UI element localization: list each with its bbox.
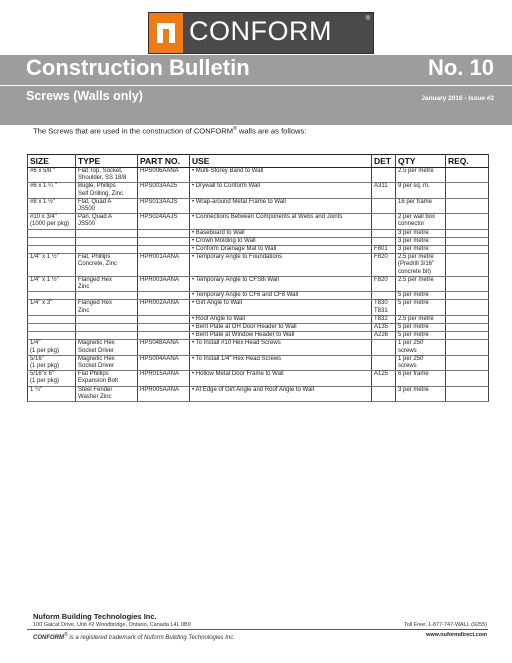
cell-use: • Girt Angle to Wall (190, 300, 372, 315)
cell-det (372, 355, 396, 370)
table-row (28, 332, 489, 340)
conform-mark-icon (149, 13, 183, 53)
cell-req (446, 246, 489, 254)
issue-date: January 2016 - Issue #2 (421, 95, 494, 102)
table-row (28, 340, 489, 355)
table-row (28, 292, 489, 300)
cell-req (446, 332, 489, 340)
table-row (28, 254, 489, 277)
column-header-req: REQ. (446, 155, 489, 168)
cell-use: • Bent Plate at Window Header to Wall (190, 332, 372, 340)
cell-type (76, 237, 138, 245)
cell-use: • Baseboard to Wall (190, 229, 372, 237)
cell-type: Magnetic Hex Socket Driver (76, 340, 138, 355)
cell-use: • Bent Plate at OH Door Header to Wall (190, 324, 372, 332)
cell-use: • Temporary Angle to Foundations (190, 254, 372, 277)
bulletin-title: Construction Bulletin (26, 55, 250, 80)
cell-size: 5/16"x 6" (1 per pkg) (28, 371, 76, 386)
cell-req (446, 300, 489, 315)
cell-type: Flat, Quad A JS500 (76, 198, 138, 213)
cell-size (28, 324, 76, 332)
cell-size: #6 x 5/8 " (28, 168, 76, 183)
cell-type: Flat Phillips Expansion Bolt (76, 371, 138, 386)
footer-trademark (33, 632, 235, 641)
cell-size: #10 x 3/4" (1000 per pkg) (28, 214, 76, 229)
cell-req (446, 315, 489, 323)
cell-size (28, 332, 76, 340)
screws-table (27, 154, 489, 402)
cell-det: A311 (372, 183, 396, 198)
banner-divider (0, 85, 512, 86)
logo-area (0, 12, 512, 54)
table-row (28, 355, 489, 370)
cell-part-no (138, 237, 190, 245)
cell-part-no (138, 315, 190, 323)
intro-after: walls are as follows: (236, 126, 307, 136)
cell-type (76, 315, 138, 323)
cell-size: 1/4" x 1 ½" (28, 254, 76, 277)
cell-det (372, 340, 396, 355)
cell-size (28, 237, 76, 245)
cell-size: 1/4" x 3" (28, 300, 76, 315)
cell-det: A226 (372, 332, 396, 340)
cell-part-no: HPS004AANA (138, 355, 190, 370)
cell-qty: 2.5 per metre (396, 168, 446, 183)
footer-address: 100 Galcat Drive, Unit #2 Woodbridge, Ontario, Canada L4L 0B9 (33, 622, 191, 628)
cell-det (372, 168, 396, 183)
cell-det (372, 198, 396, 213)
cell-type: Flat, Phillips Concrete, Zinc (76, 254, 138, 277)
cell-qty: 6 per frame (396, 371, 446, 386)
cell-type (76, 332, 138, 340)
cell-qty: 16 per frame (396, 198, 446, 213)
cell-det: F820 (372, 254, 396, 277)
cell-use: • At Edge of Girt Angle and Roof Angle to Wall (190, 386, 372, 401)
cell-type (76, 324, 138, 332)
cell-use: • Drywall to Conform Wall (190, 183, 372, 198)
column-header-size: SIZE (28, 155, 76, 168)
cell-det (372, 292, 396, 300)
cell-part-no: HPR003AANA (138, 276, 190, 291)
cell-det (372, 237, 396, 245)
cell-part-no: HPS048AANA (138, 340, 190, 355)
cell-size (28, 315, 76, 323)
footer-divider (27, 629, 488, 630)
cell-det: T832 (372, 315, 396, 323)
cell-use: • Temporary Angle to CF6 and CF8 Wall (190, 292, 372, 300)
column-header-use: USE (190, 155, 372, 168)
cell-det: F820 (372, 276, 396, 291)
cell-req (446, 168, 489, 183)
cell-req (446, 254, 489, 277)
cell-req (446, 355, 489, 370)
table-row (28, 237, 489, 245)
cell-type: Flanged Hex Zinc (76, 276, 138, 291)
cell-type (76, 229, 138, 237)
bulletin-subtitle: Screws (Walls only) (26, 89, 143, 103)
cell-type: Pan, Quad A JS500 (76, 214, 138, 229)
cell-type (76, 292, 138, 300)
column-header-det: DET (372, 155, 396, 168)
cell-use: • Connections Between Components at Webs and Joints (190, 214, 372, 229)
table-row (28, 315, 489, 323)
cell-part-no (138, 229, 190, 237)
cell-type: Magnetic Hex Socket Driver (76, 355, 138, 370)
cell-size: 1/4" x 1 ½" (28, 276, 76, 291)
table-header-row (28, 155, 489, 168)
table-row (28, 229, 489, 237)
cell-det (372, 229, 396, 237)
cell-req (446, 324, 489, 332)
cell-part-no (138, 324, 190, 332)
table-row (28, 168, 489, 183)
cell-size: #8 x 1 ½" (28, 198, 76, 213)
cell-part-no (138, 332, 190, 340)
cell-req (446, 276, 489, 291)
cell-qty: 5 per metre (396, 300, 446, 315)
table-row (28, 371, 489, 386)
cell-use: • To Install 1/4" Hex Head Screws (190, 355, 372, 370)
cell-part-no: HPS024AAJS (138, 214, 190, 229)
cell-det: A135 (372, 324, 396, 332)
cell-type: Flanged Hex Zinc (76, 300, 138, 315)
cell-req (446, 386, 489, 401)
logo-registered-mark: ® (365, 16, 370, 22)
column-header-type: TYPE (76, 155, 138, 168)
cell-size (28, 292, 76, 300)
table-row (28, 386, 489, 401)
cell-part-no: HPR015AANA (138, 371, 190, 386)
cell-req (446, 198, 489, 213)
cell-qty: 3 per metre (396, 246, 446, 254)
cell-qty: 3 per metre (396, 237, 446, 245)
cell-qty: 9 per sq. m. (396, 183, 446, 198)
conform-logo (148, 12, 374, 54)
cell-qty: 3 per metre (396, 386, 446, 401)
cell-size: #6 x 1 ¼ " (28, 183, 76, 198)
cell-size: 1 ¼" (28, 386, 76, 401)
cell-req (446, 237, 489, 245)
cell-part-no: HPR002AANA (138, 300, 190, 315)
cell-part-no: HPR001AANA (138, 254, 190, 277)
table-row (28, 183, 489, 198)
column-header-qty: QTY (396, 155, 446, 168)
cell-part-no: HPR005AANA (138, 386, 190, 401)
bulletin-number: No. 10 (427, 55, 494, 80)
cell-qty: 5 per metre (396, 292, 446, 300)
table-row (28, 198, 489, 213)
table-row (28, 214, 489, 229)
cell-type: Flat Top, Socket, Shoulder, SS 18/8 (76, 168, 138, 183)
footer-trademark-brand: CONFORM (33, 635, 64, 641)
cell-part-no (138, 292, 190, 300)
cell-part-no: HPS013AAJS (138, 198, 190, 213)
cell-size: 1/4" (1 per pkg) (28, 340, 76, 355)
cell-size: 5/16" (1 per pkg) (28, 355, 76, 370)
cell-qty: 3 per metre (396, 229, 446, 237)
cell-use: • To Install #10 Hex Head Screws (190, 340, 372, 355)
cell-det: T830 T831 (372, 300, 396, 315)
table-row (28, 246, 489, 254)
logo-text: CONFORM (189, 16, 332, 46)
cell-req (446, 292, 489, 300)
cell-qty: 1 per 250 screws (396, 355, 446, 370)
cell-use: • Crown Molding to Wall (190, 237, 372, 245)
intro-text (33, 126, 306, 136)
cell-req (446, 214, 489, 229)
cell-req (446, 229, 489, 237)
cell-qty: 1 per 250 screws (396, 340, 446, 355)
cell-use: • Conform Drainage Mat to Wall (190, 246, 372, 254)
footer-trademark-reg: ® (64, 632, 68, 638)
intro-before: The Screws that are used in the construction of CONFORM (33, 126, 234, 136)
footer-trademark-text: is a registered trademark of Nuform Building Technologies Inc. (67, 635, 235, 641)
cell-use: • Roof Angle to Wall (190, 315, 372, 323)
cell-type: Steel Fender Washer Zinc (76, 386, 138, 401)
cell-req (446, 340, 489, 355)
table-row (28, 276, 489, 291)
cell-size (28, 229, 76, 237)
cell-qty: 5 per metre (396, 324, 446, 332)
cell-part-no (138, 246, 190, 254)
table-row (28, 324, 489, 332)
cell-type (76, 246, 138, 254)
cell-det (372, 386, 396, 401)
cell-use: • Wrap-around Metal Frame to Wall (190, 198, 372, 213)
footer-company: Nuform Building Technologies Inc. (33, 612, 157, 621)
cell-part-no: HPS003AA25 (138, 183, 190, 198)
cell-part-no: HPS006AANA (138, 168, 190, 183)
cell-qty: 2.5 per metre (396, 315, 446, 323)
cell-use: • Multi-Storey Band to Wall (190, 168, 372, 183)
cell-det: F801 (372, 246, 396, 254)
cell-size (28, 246, 76, 254)
cell-qty: 5 per metre (396, 332, 446, 340)
footer-website-link[interactable]: www.nuformdirect.com (426, 632, 487, 638)
cell-det (372, 214, 396, 229)
cell-det: A125 (372, 371, 396, 386)
cell-qty: 2.5 per metre (396, 276, 446, 291)
cell-qty: 2 per wall box connector (396, 214, 446, 229)
intro-registered-mark: ® (233, 126, 237, 132)
cell-use: • Temporary Angle to CFS8i Wall (190, 276, 372, 291)
table-row (28, 300, 489, 315)
footer-phone: Toll Free: 1-877-747-WALL (9255) (403, 622, 487, 628)
cell-req (446, 371, 489, 386)
cell-req (446, 183, 489, 198)
column-header-part-no: PART NO. (138, 155, 190, 168)
cell-type: Bugle, Phillips Self Drilling, Zinc (76, 183, 138, 198)
cell-use: • Hollow Metal Door Frame to Wall (190, 371, 372, 386)
cell-qty: 2.5 per metre (Predrill 3/16" concrete bit) (396, 254, 446, 277)
